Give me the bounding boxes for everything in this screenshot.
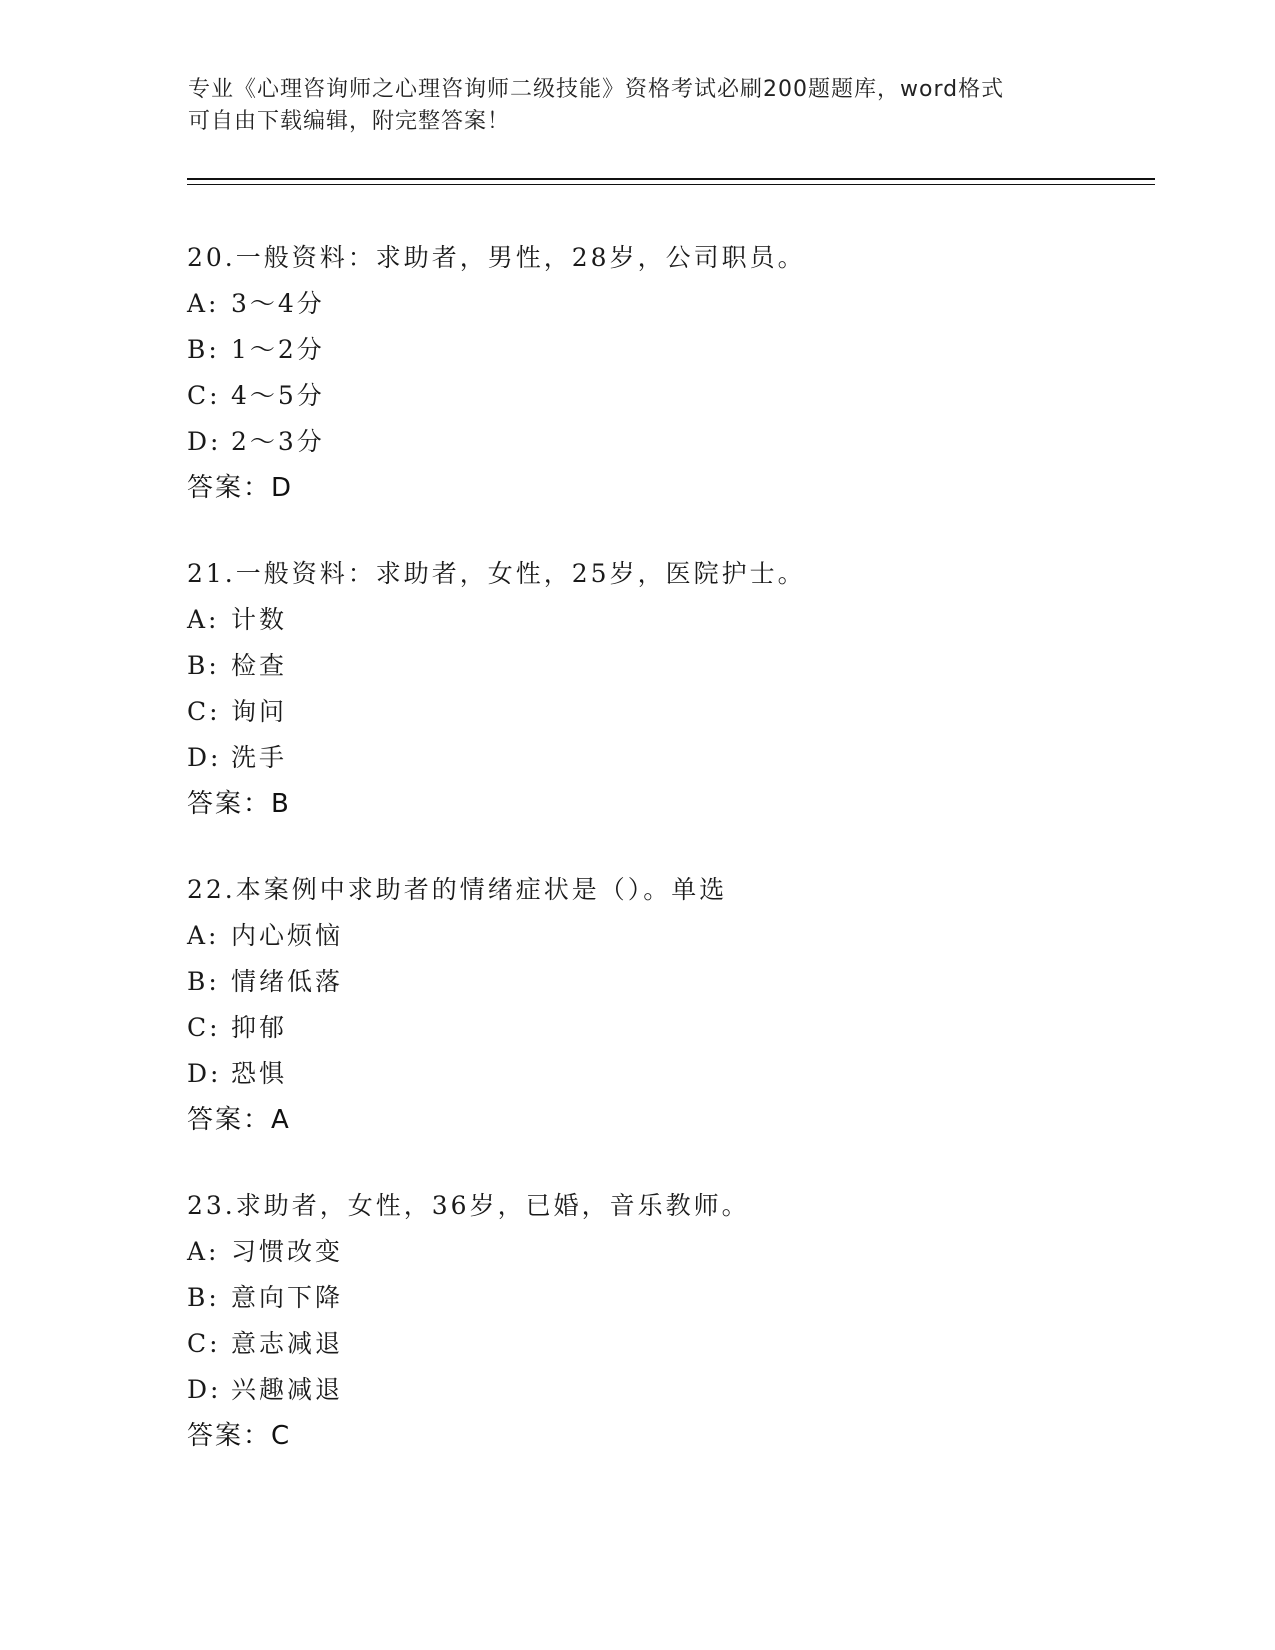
option-text: 抑郁 [231, 1013, 288, 1042]
option-key: C: [187, 381, 221, 410]
option-c [187, 373, 1147, 419]
header-line-1: 专业《心理咨询师之心理咨询师二级技能》资格考试必刷200题题库，word格式 [188, 77, 1005, 102]
question-stem: 21.一般资料：求助者，女性，25岁，医院护士。 [187, 559, 806, 588]
option-b [187, 643, 1147, 689]
option-text: 3～4分 [231, 289, 325, 318]
document-header [188, 74, 1088, 138]
option-text: 内心烦恼 [231, 921, 344, 950]
option-key: B: [187, 335, 220, 364]
option-text: 洗手 [231, 743, 288, 772]
answer-line: 答案：A [187, 1105, 291, 1135]
option-key: C: [187, 697, 221, 726]
option-c [187, 1005, 1147, 1051]
question-21 [187, 551, 1147, 827]
option-b [187, 327, 1147, 373]
option-key: D: [187, 1059, 222, 1088]
option-key: B: [187, 967, 220, 996]
option-text: 兴趣减退 [231, 1375, 344, 1404]
option-c [187, 1321, 1147, 1367]
option-text: 询问 [231, 697, 288, 726]
option-b [187, 1275, 1147, 1321]
option-key: C: [187, 1329, 221, 1358]
header-line-2: 可自由下载编辑，附完整答案！ [188, 109, 511, 134]
option-key: A: [187, 921, 220, 950]
option-text: 意志减退 [231, 1329, 344, 1358]
question-20 [187, 235, 1147, 511]
option-d [187, 419, 1147, 465]
option-key: C: [187, 1013, 221, 1042]
option-text: 4～5分 [231, 381, 325, 410]
option-text: 情绪低落 [231, 967, 344, 996]
option-a [187, 1229, 1147, 1275]
option-key: D: [187, 427, 222, 456]
question-stem: 20.一般资料：求助者，男性，28岁，公司职员。 [187, 243, 806, 272]
option-key: B: [187, 1283, 220, 1312]
option-d [187, 1367, 1147, 1413]
answer-line: 答案：B [187, 789, 291, 819]
answer-line: 答案：D [187, 473, 294, 503]
question-23 [187, 1183, 1147, 1459]
option-a [187, 597, 1147, 643]
question-stem: 22.本案例中求助者的情绪症状是（）。单选 [187, 875, 728, 904]
option-a [187, 913, 1147, 959]
option-text: 计数 [231, 605, 288, 634]
option-text: 1～2分 [231, 335, 325, 364]
option-text: 意向下降 [231, 1283, 344, 1312]
header-divider-thin [187, 184, 1155, 185]
option-text: 习惯改变 [231, 1237, 344, 1266]
question-stem: 23.求助者，女性，36岁，已婚，音乐教师。 [187, 1191, 750, 1220]
option-key: A: [187, 605, 220, 634]
option-key: B: [187, 651, 220, 680]
question-list [187, 235, 1147, 1499]
option-d [187, 735, 1147, 781]
option-a [187, 281, 1147, 327]
option-key: A: [187, 289, 220, 318]
answer-line: 答案：C [187, 1421, 292, 1451]
option-key: D: [187, 743, 222, 772]
option-text: 检查 [231, 651, 288, 680]
option-key: A: [187, 1237, 220, 1266]
option-text: 2～3分 [231, 427, 325, 456]
header-divider-thick [187, 178, 1155, 180]
option-b [187, 959, 1147, 1005]
option-key: D: [187, 1375, 222, 1404]
option-c [187, 689, 1147, 735]
option-d [187, 1051, 1147, 1097]
question-22 [187, 867, 1147, 1143]
option-text: 恐惧 [231, 1059, 288, 1088]
